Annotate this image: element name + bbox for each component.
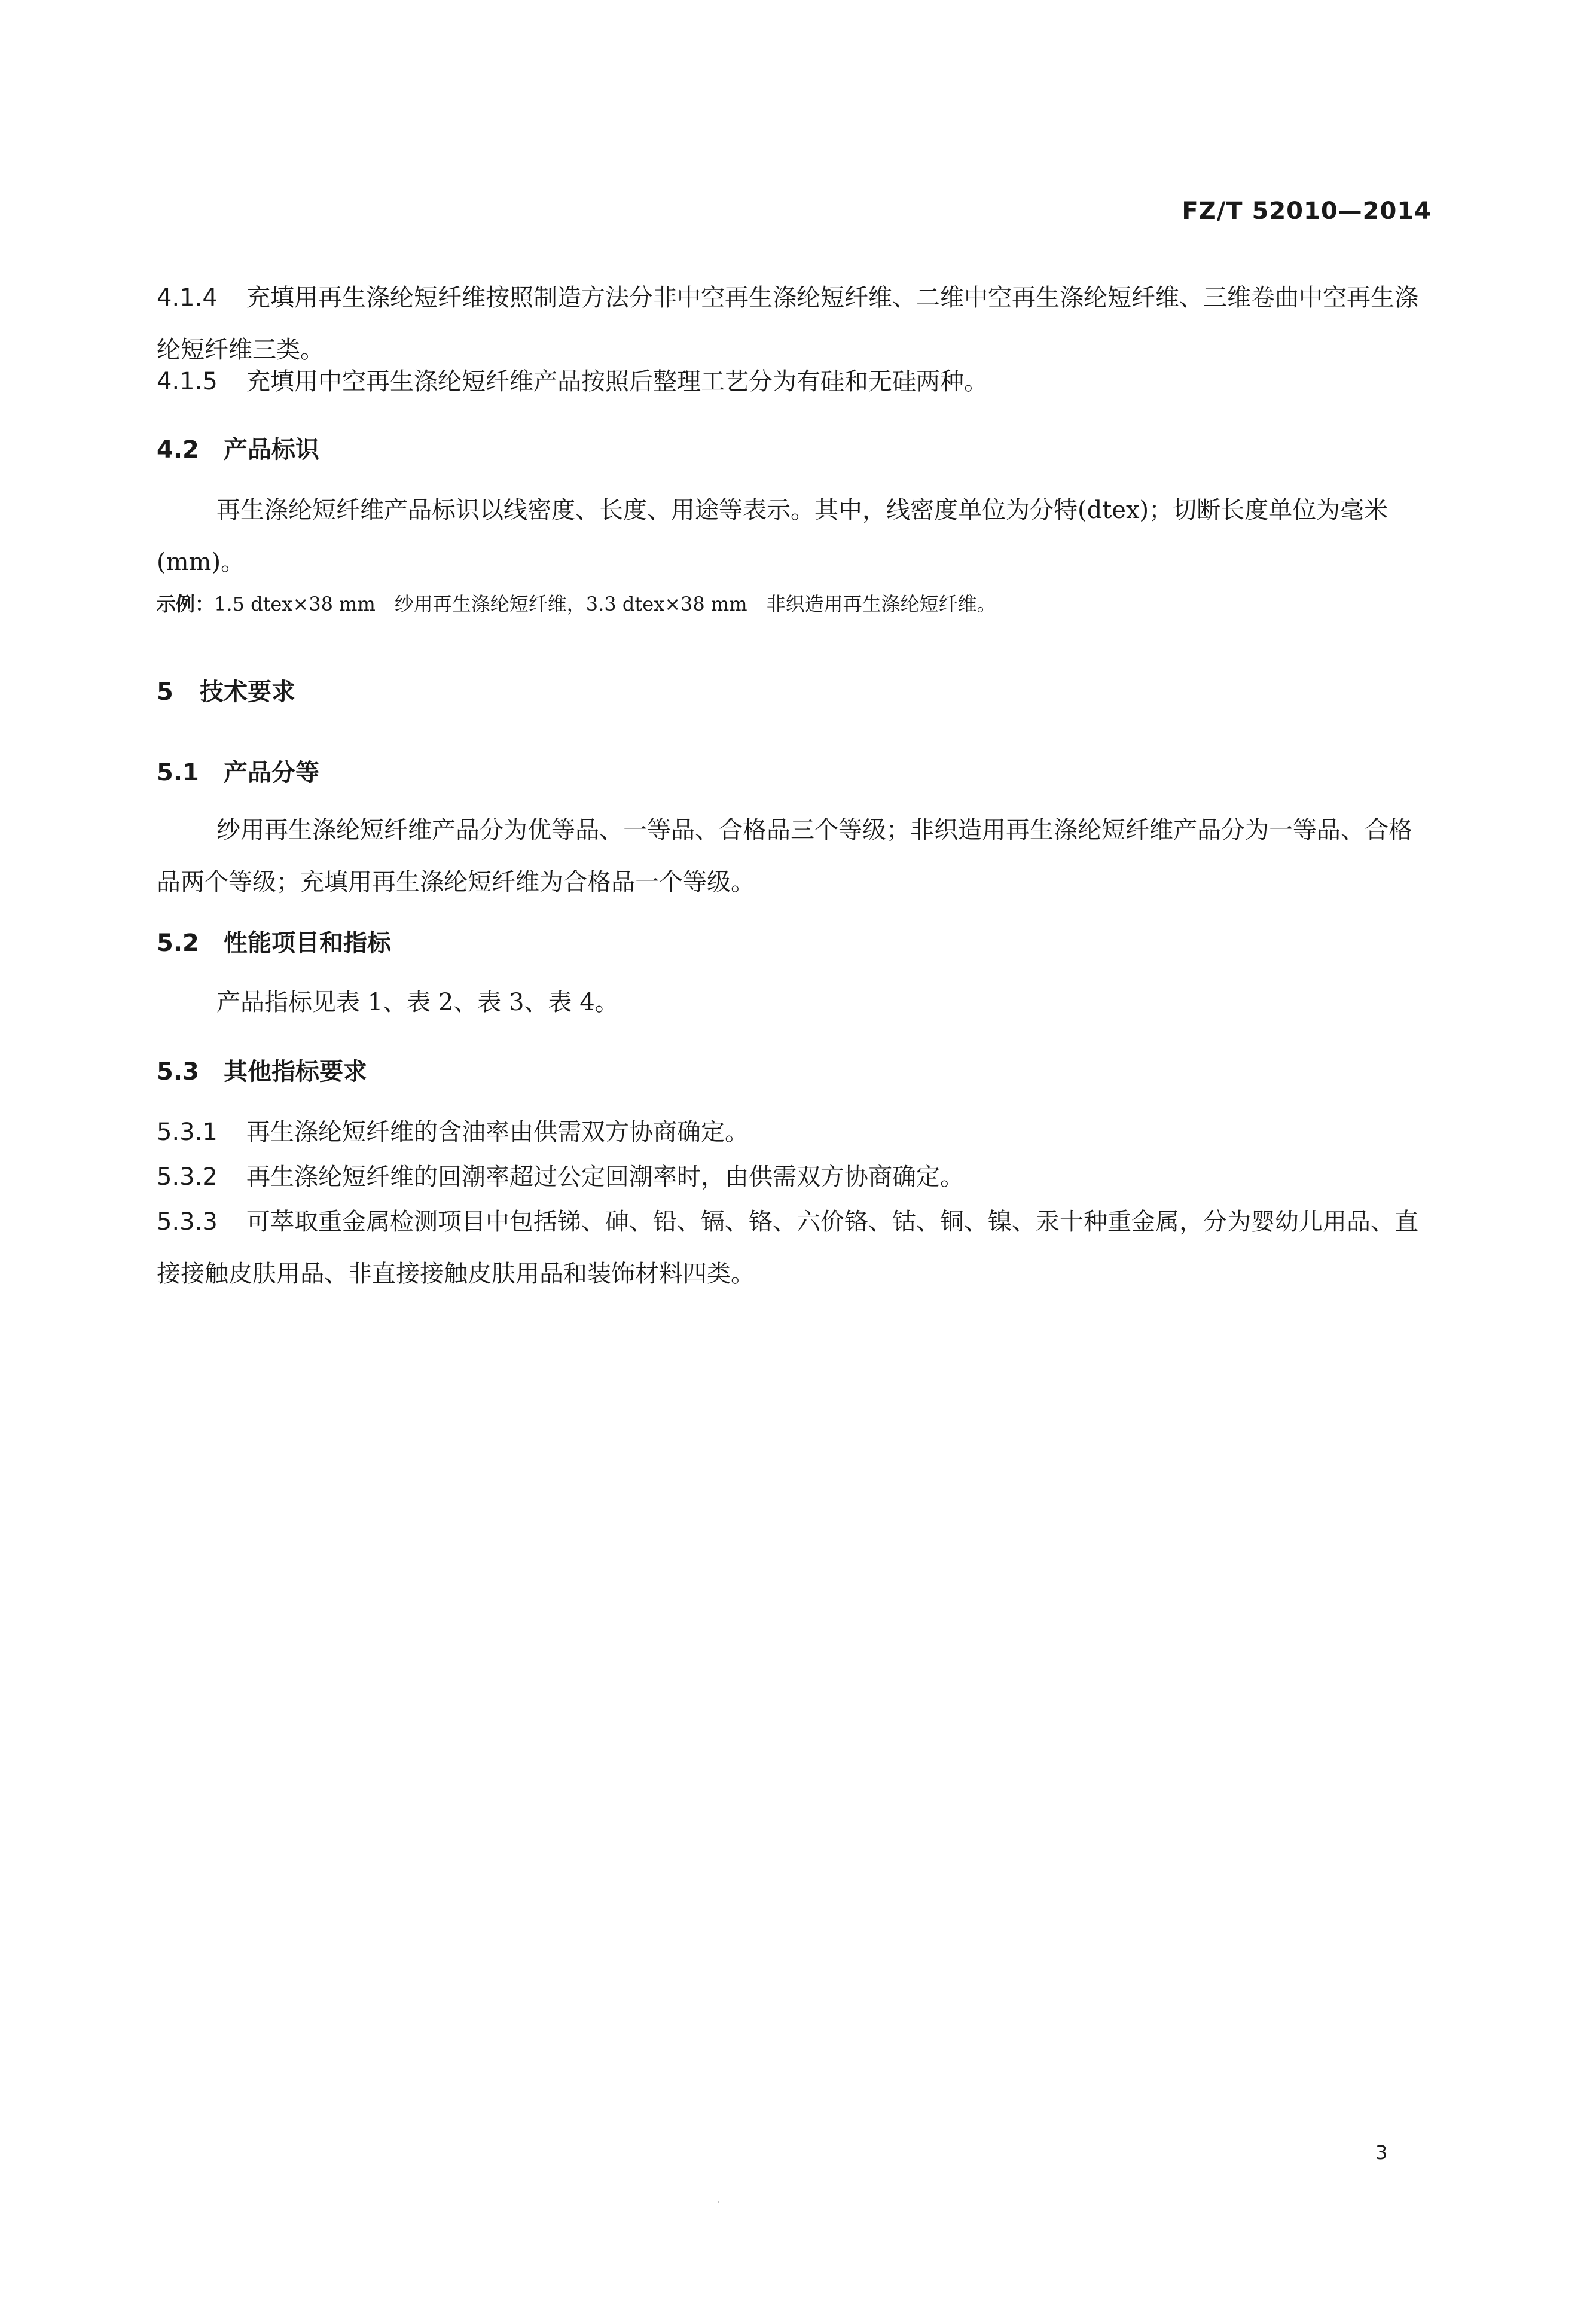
clause-4-1-5 — [157, 356, 1430, 408]
clause-number: 5.3.3 — [157, 1208, 218, 1236]
heading-number: 5.1 — [157, 759, 199, 786]
heading-number: 5.3 — [157, 1058, 199, 1086]
page-number: 3 — [1375, 2141, 1388, 2164]
standard-code: FZ/T 52010—2014 — [1182, 197, 1432, 225]
heading-number: 4.2 — [157, 436, 199, 464]
clause-5-3-2 — [157, 1151, 1430, 1203]
heading-title: 产品标识 — [224, 436, 319, 464]
paragraph-5-1: 纱用再生涤纶短纤维产品分为优等品、一等品、合格品三个等级；非织造用再生涤纶短纤维产品分为一等品、合格品两个等级；充填用再生涤纶短纤维为合格品一个等级。 — [157, 816, 1412, 896]
clause-number: 5.3.1 — [157, 1118, 218, 1146]
example-line — [157, 589, 996, 617]
clause-5-3-1 — [157, 1106, 1430, 1158]
heading-number: 5.2 — [157, 929, 199, 957]
heading-5-2 — [157, 924, 391, 958]
heading-4-2 — [157, 431, 319, 465]
clause-text: 可萃取重金属检测项目中包括锑、砷、铅、镉、铬、六价铬、钴、铜、镍、汞十种重金属，分为婴幼儿用品、直接接触皮肤用品、非直接接触皮肤用品和装饰材料四类。 — [157, 1208, 1418, 1288]
heading-title: 技术要求 — [200, 678, 295, 706]
clause-text: 充填用中空再生涤纶短纤维产品按照后整理工艺分为有硅和无硅两种。 — [246, 368, 988, 395]
scan-dot — [718, 2201, 719, 2203]
paragraph-5-2: 产品指标见表 1、表 2、表 3、表 4。 — [216, 989, 619, 1016]
heading-5-3 — [157, 1053, 367, 1087]
example-text: 1.5 dtex×38 mm 纱用再生涤纶短纤维，3.3 dtex×38 mm 非织造用再生涤纶短纤维。 — [214, 593, 996, 615]
example-label: 示例： — [157, 593, 215, 615]
heading-title: 性能项目和指标 — [224, 929, 391, 957]
heading-5 — [157, 673, 295, 707]
clause-text: 充填用再生涤纶短纤维按照制造方法分非中空再生涤纶短纤维、二维中空再生涤纶短纤维、三维卷曲中空再生涤纶短纤维三类。 — [157, 284, 1418, 364]
clause-number: 5.3.2 — [157, 1163, 218, 1191]
clause-5-3-3 — [157, 1196, 1430, 1300]
heading-title: 产品分等 — [224, 759, 319, 786]
heading-number: 5 — [157, 678, 173, 706]
clause-text: 再生涤纶短纤维的回潮率超过公定回潮率时，由供需双方协商确定。 — [246, 1163, 964, 1191]
paragraph-4-2: 再生涤纶短纤维产品标识以线密度、长度、用途等表示。其中，线密度单位为分特(dtex)；切断长度单位为毫米(mm)。 — [157, 496, 1389, 576]
clause-text: 再生涤纶短纤维的含油率由供需双方协商确定。 — [246, 1118, 749, 1146]
heading-title: 其他指标要求 — [224, 1058, 367, 1086]
clause-number: 4.1.5 — [157, 368, 218, 395]
heading-5-1 — [157, 754, 319, 788]
clause-number: 4.1.4 — [157, 284, 218, 312]
